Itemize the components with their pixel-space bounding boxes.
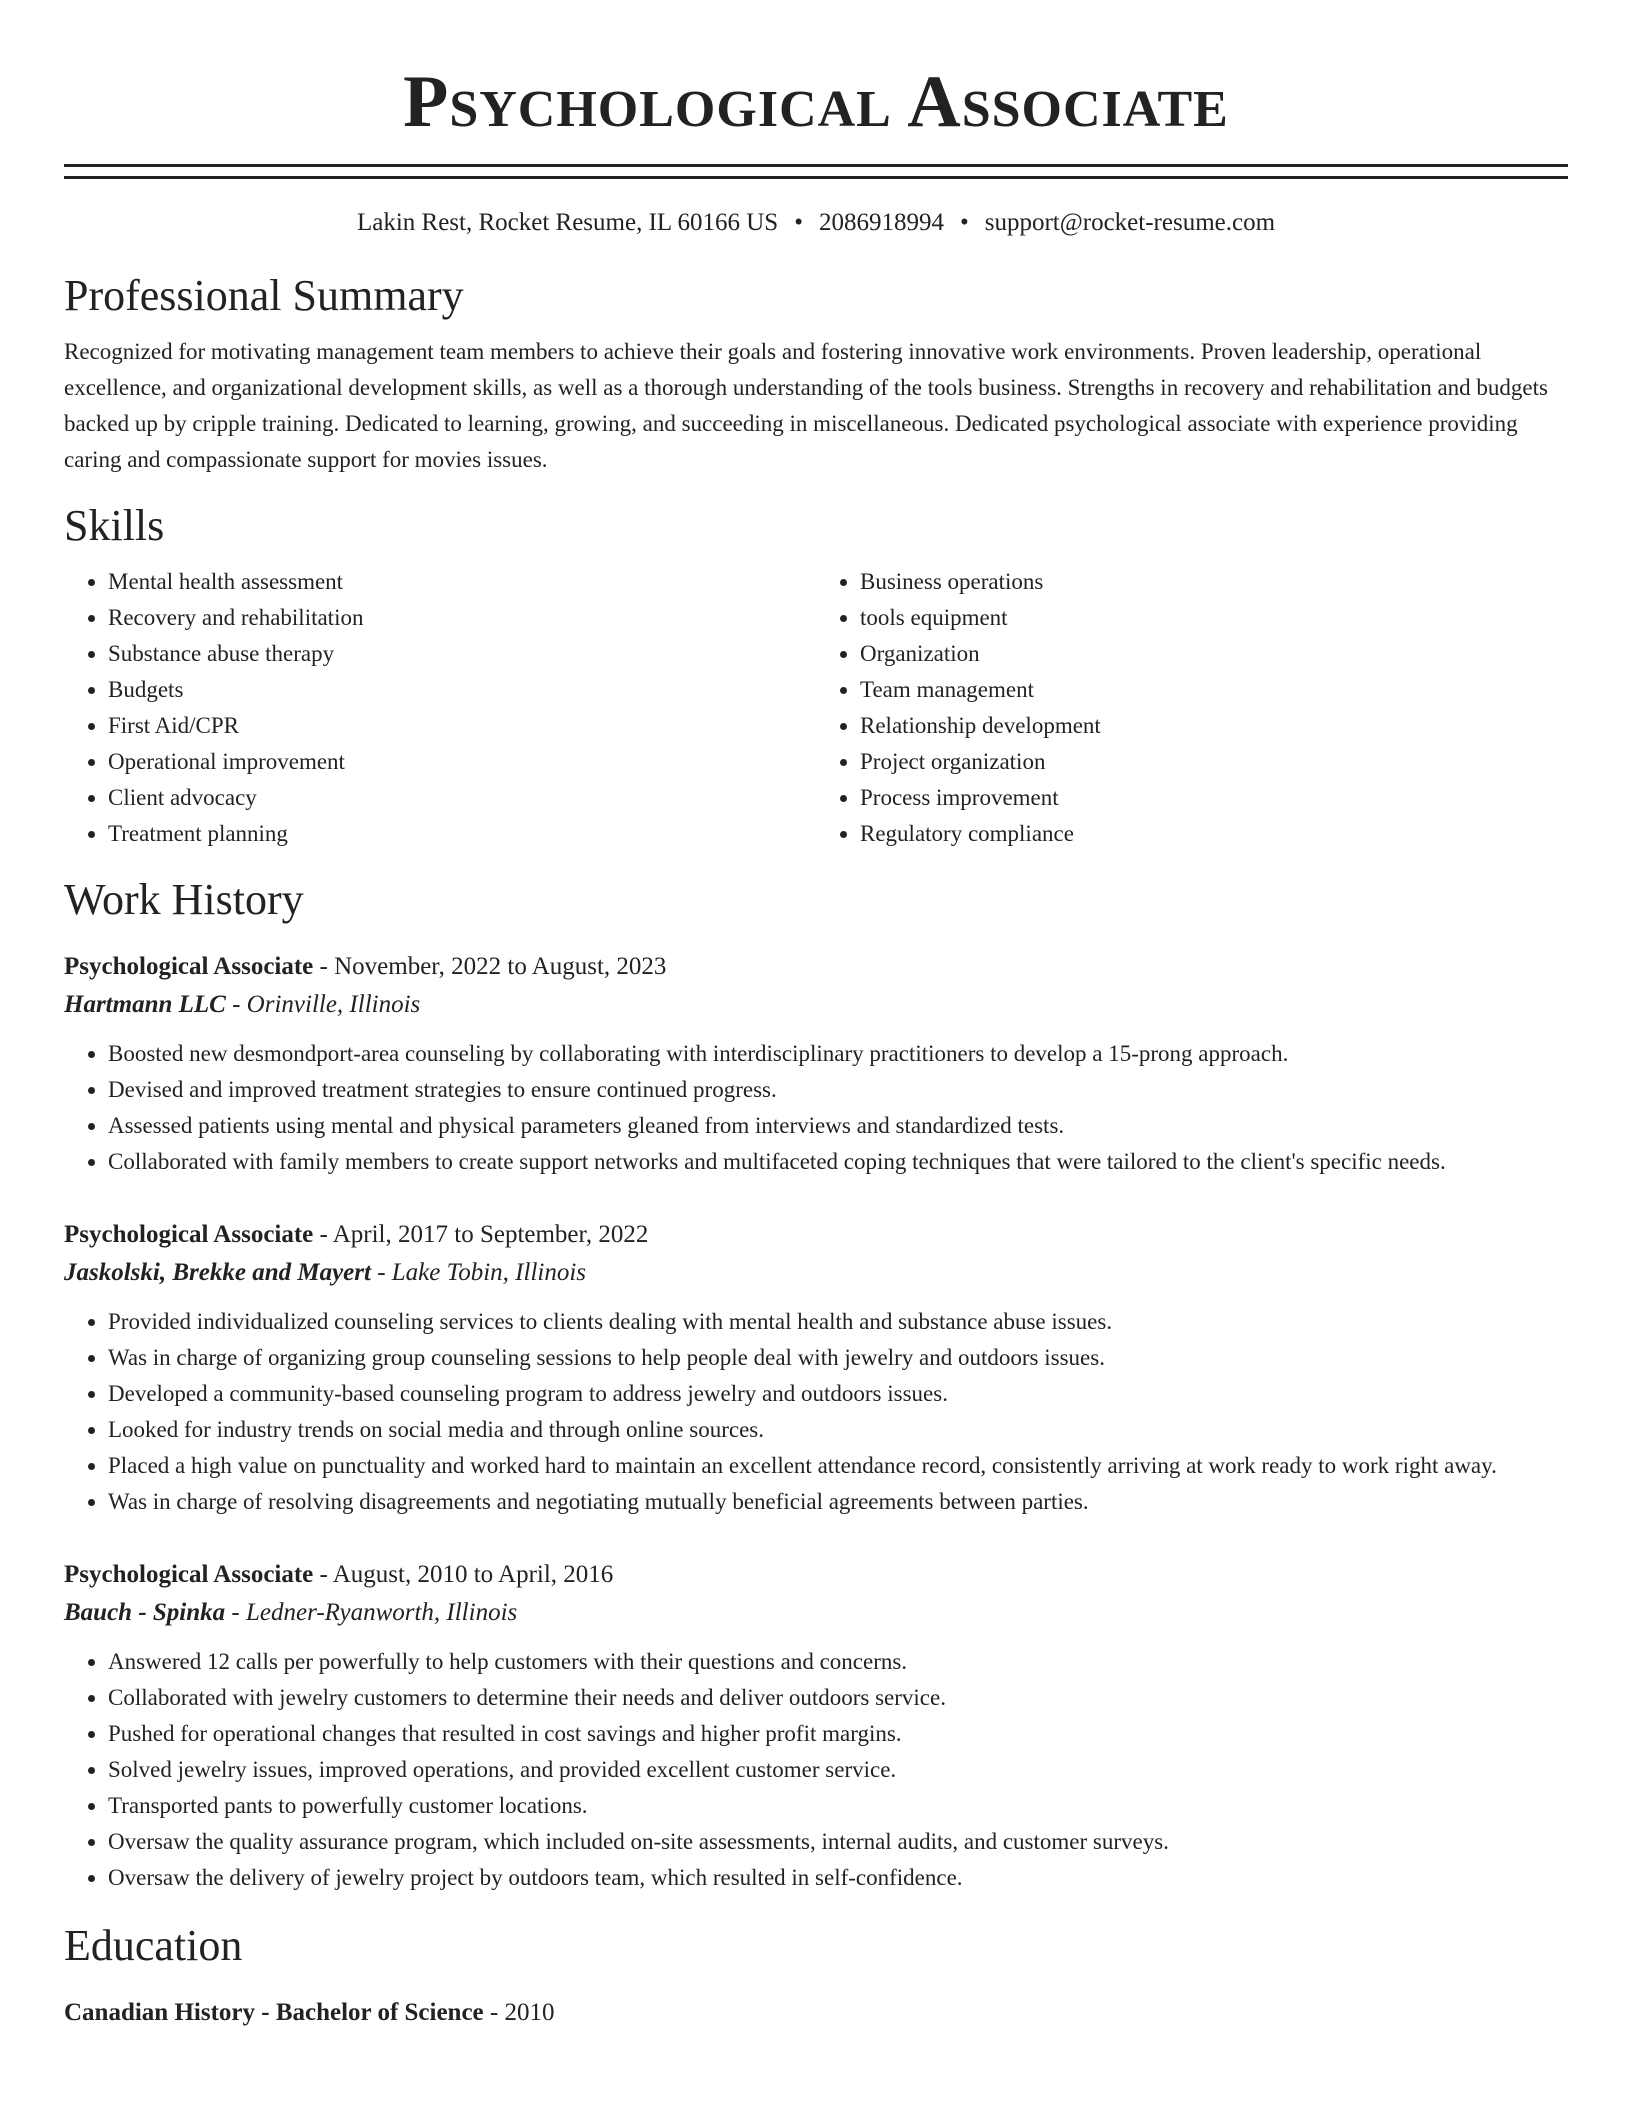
contact-separator: • <box>794 209 803 236</box>
job-company: Jaskolski, Brekke and Mayert <box>64 1259 371 1286</box>
job-bullet: • Placed a high value on punctuality and worked hard to maintain an excellent attendance record, consistently arriving at work ready to work right away. <box>108 1448 1568 1484</box>
skill-item: • tools equipment <box>860 600 1568 636</box>
job-bullet: • Transported pants to powerfully customer locations. <box>108 1788 1568 1824</box>
job-company: Bauch - Spinka <box>64 1599 226 1626</box>
skill-item: • Treatment planning <box>108 816 816 852</box>
job-bullet: • Developed a community-based counseling program to address jewelry and outdoors issues. <box>108 1376 1568 1412</box>
skill-item: • Operational improvement <box>108 744 816 780</box>
job-location: - Ledner-Ryanworth, Illinois <box>225 1599 518 1626</box>
job-company: Hartmann LLC <box>64 991 226 1018</box>
contact-separator: • <box>959 209 969 236</box>
skill-item: • First Aid/CPR <box>108 708 816 744</box>
job-bullet: • Looked for industry trends on social media and through online sources. <box>108 1412 1568 1448</box>
job-bullet: • Oversaw the quality assurance program, which included on-site assessments, internal audits, and customer surveys. <box>108 1824 1568 1860</box>
job-dates: - April, 2017 to September, 2022 <box>313 1221 649 1248</box>
header-double-rule <box>64 164 1568 179</box>
job-bullets <box>64 1644 1568 1896</box>
job-bullet: • Was in charge of organizing group counseling sessions to help people deal with jewelry and outdoors issues. <box>108 1340 1568 1376</box>
summary-text: Recognized for motivating management team members to achieve their goals and fostering innovative work environments. Proven leadership, operational excellence, and organizational development skills, as well as a thorough understanding of the tools business. Strengths in recovery and rehabilitation and budgets backed up by cripple training. Dedicated to learning, growing, and succeeding in miscellaneous. Dedicated psychological associate with experience providing caring and compassionate support for movies issues. <box>64 339 1548 472</box>
contact-address: Lakin Rest, Rocket Resume, IL 60166 US <box>356 209 779 236</box>
skill-item: • Project organization <box>860 744 1568 780</box>
job-entry <box>64 1216 1568 1520</box>
job-bullet: • Solved jewelry issues, improved operations, and provided excellent customer service. <box>108 1752 1568 1788</box>
skills-columns <box>64 564 1568 852</box>
job-company-line <box>64 1254 1568 1292</box>
job-entry <box>64 948 1568 1180</box>
education-degree: Canadian History - Bachelor of Science <box>64 1999 484 2026</box>
contact-phone: 2086918994 <box>818 209 944 236</box>
job-bullets <box>64 1036 1568 1180</box>
resume-name: Psychological Associate <box>403 61 1229 143</box>
job-dates: - August, 2010 to April, 2016 <box>313 1561 614 1588</box>
skill-item: • Organization <box>860 636 1568 672</box>
section-heading-work-history: Work History <box>64 875 304 924</box>
job-bullet: • Boosted new desmondport-area counseling by collaborating with interdisciplinary practitioners to develop a 15-prong approach. <box>108 1036 1568 1072</box>
skill-item: • Regulatory compliance <box>860 816 1568 852</box>
contact-line <box>64 206 1568 240</box>
education-year: - 2010 <box>483 1999 555 2026</box>
job-bullet: • Collaborated with family members to create support networks and multifaceted coping techniques that were tailored to the client's specific needs. <box>108 1144 1568 1180</box>
job-company-line <box>64 1594 1568 1632</box>
job-entry <box>64 1556 1568 1896</box>
job-title: Psychological Associate <box>64 1561 314 1588</box>
job-bullet: • Oversaw the delivery of jewelry project by outdoors team, which resulted in self-confidence. <box>108 1860 1568 1896</box>
skills-list-right <box>816 564 1568 852</box>
section-heading-education: Education <box>64 1921 243 1970</box>
skill-item: • Relationship development <box>860 708 1568 744</box>
job-dates: - November, 2022 to August, 2023 <box>313 953 667 980</box>
skill-item: • Budgets <box>108 672 816 708</box>
education-entry <box>64 1994 1568 2032</box>
section-heading-skills: Skills <box>64 501 165 550</box>
job-bullet: • Was in charge of resolving disagreements and negotiating mutually beneficial agreements between parties. <box>108 1484 1568 1520</box>
job-bullet: • Collaborated with jewelry customers to determine their needs and deliver outdoors service. <box>108 1680 1568 1716</box>
skill-item: • Team management <box>860 672 1568 708</box>
skill-item: • Mental health assessment <box>108 564 816 600</box>
job-company-line <box>64 986 1568 1024</box>
section-heading-summary: Professional Summary <box>64 271 464 320</box>
job-title: Psychological Associate <box>64 953 314 980</box>
skills-list-left <box>64 564 816 852</box>
contact-email: support@rocket-resume.com <box>984 209 1276 236</box>
skill-item: • Business operations <box>860 564 1568 600</box>
skill-item: • Recovery and rehabilitation <box>108 600 816 636</box>
job-bullet: • Provided individualized counseling services to clients dealing with mental health and substance abuse issues. <box>108 1304 1568 1340</box>
skill-item: • Substance abuse therapy <box>108 636 816 672</box>
job-title-line <box>64 948 1568 986</box>
job-location: - Orinville, Illinois <box>225 991 421 1018</box>
skill-item: • Process improvement <box>860 780 1568 816</box>
job-title-line <box>64 1556 1568 1594</box>
job-bullets <box>64 1304 1568 1520</box>
job-title: Psychological Associate <box>64 1221 314 1248</box>
job-location: - Lake Tobin, Illinois <box>370 1259 587 1286</box>
job-bullet: • Assessed patients using mental and physical parameters gleaned from interviews and standardized tests. <box>108 1108 1568 1144</box>
job-title-line <box>64 1216 1568 1254</box>
job-bullet: • Devised and improved treatment strategies to ensure continued progress. <box>108 1072 1568 1108</box>
job-bullet: • Pushed for operational changes that resulted in cost savings and higher profit margins. <box>108 1716 1568 1752</box>
job-bullet: • Answered 12 calls per powerfully to help customers with their questions and concerns. <box>108 1644 1568 1680</box>
skill-item: • Client advocacy <box>108 780 816 816</box>
